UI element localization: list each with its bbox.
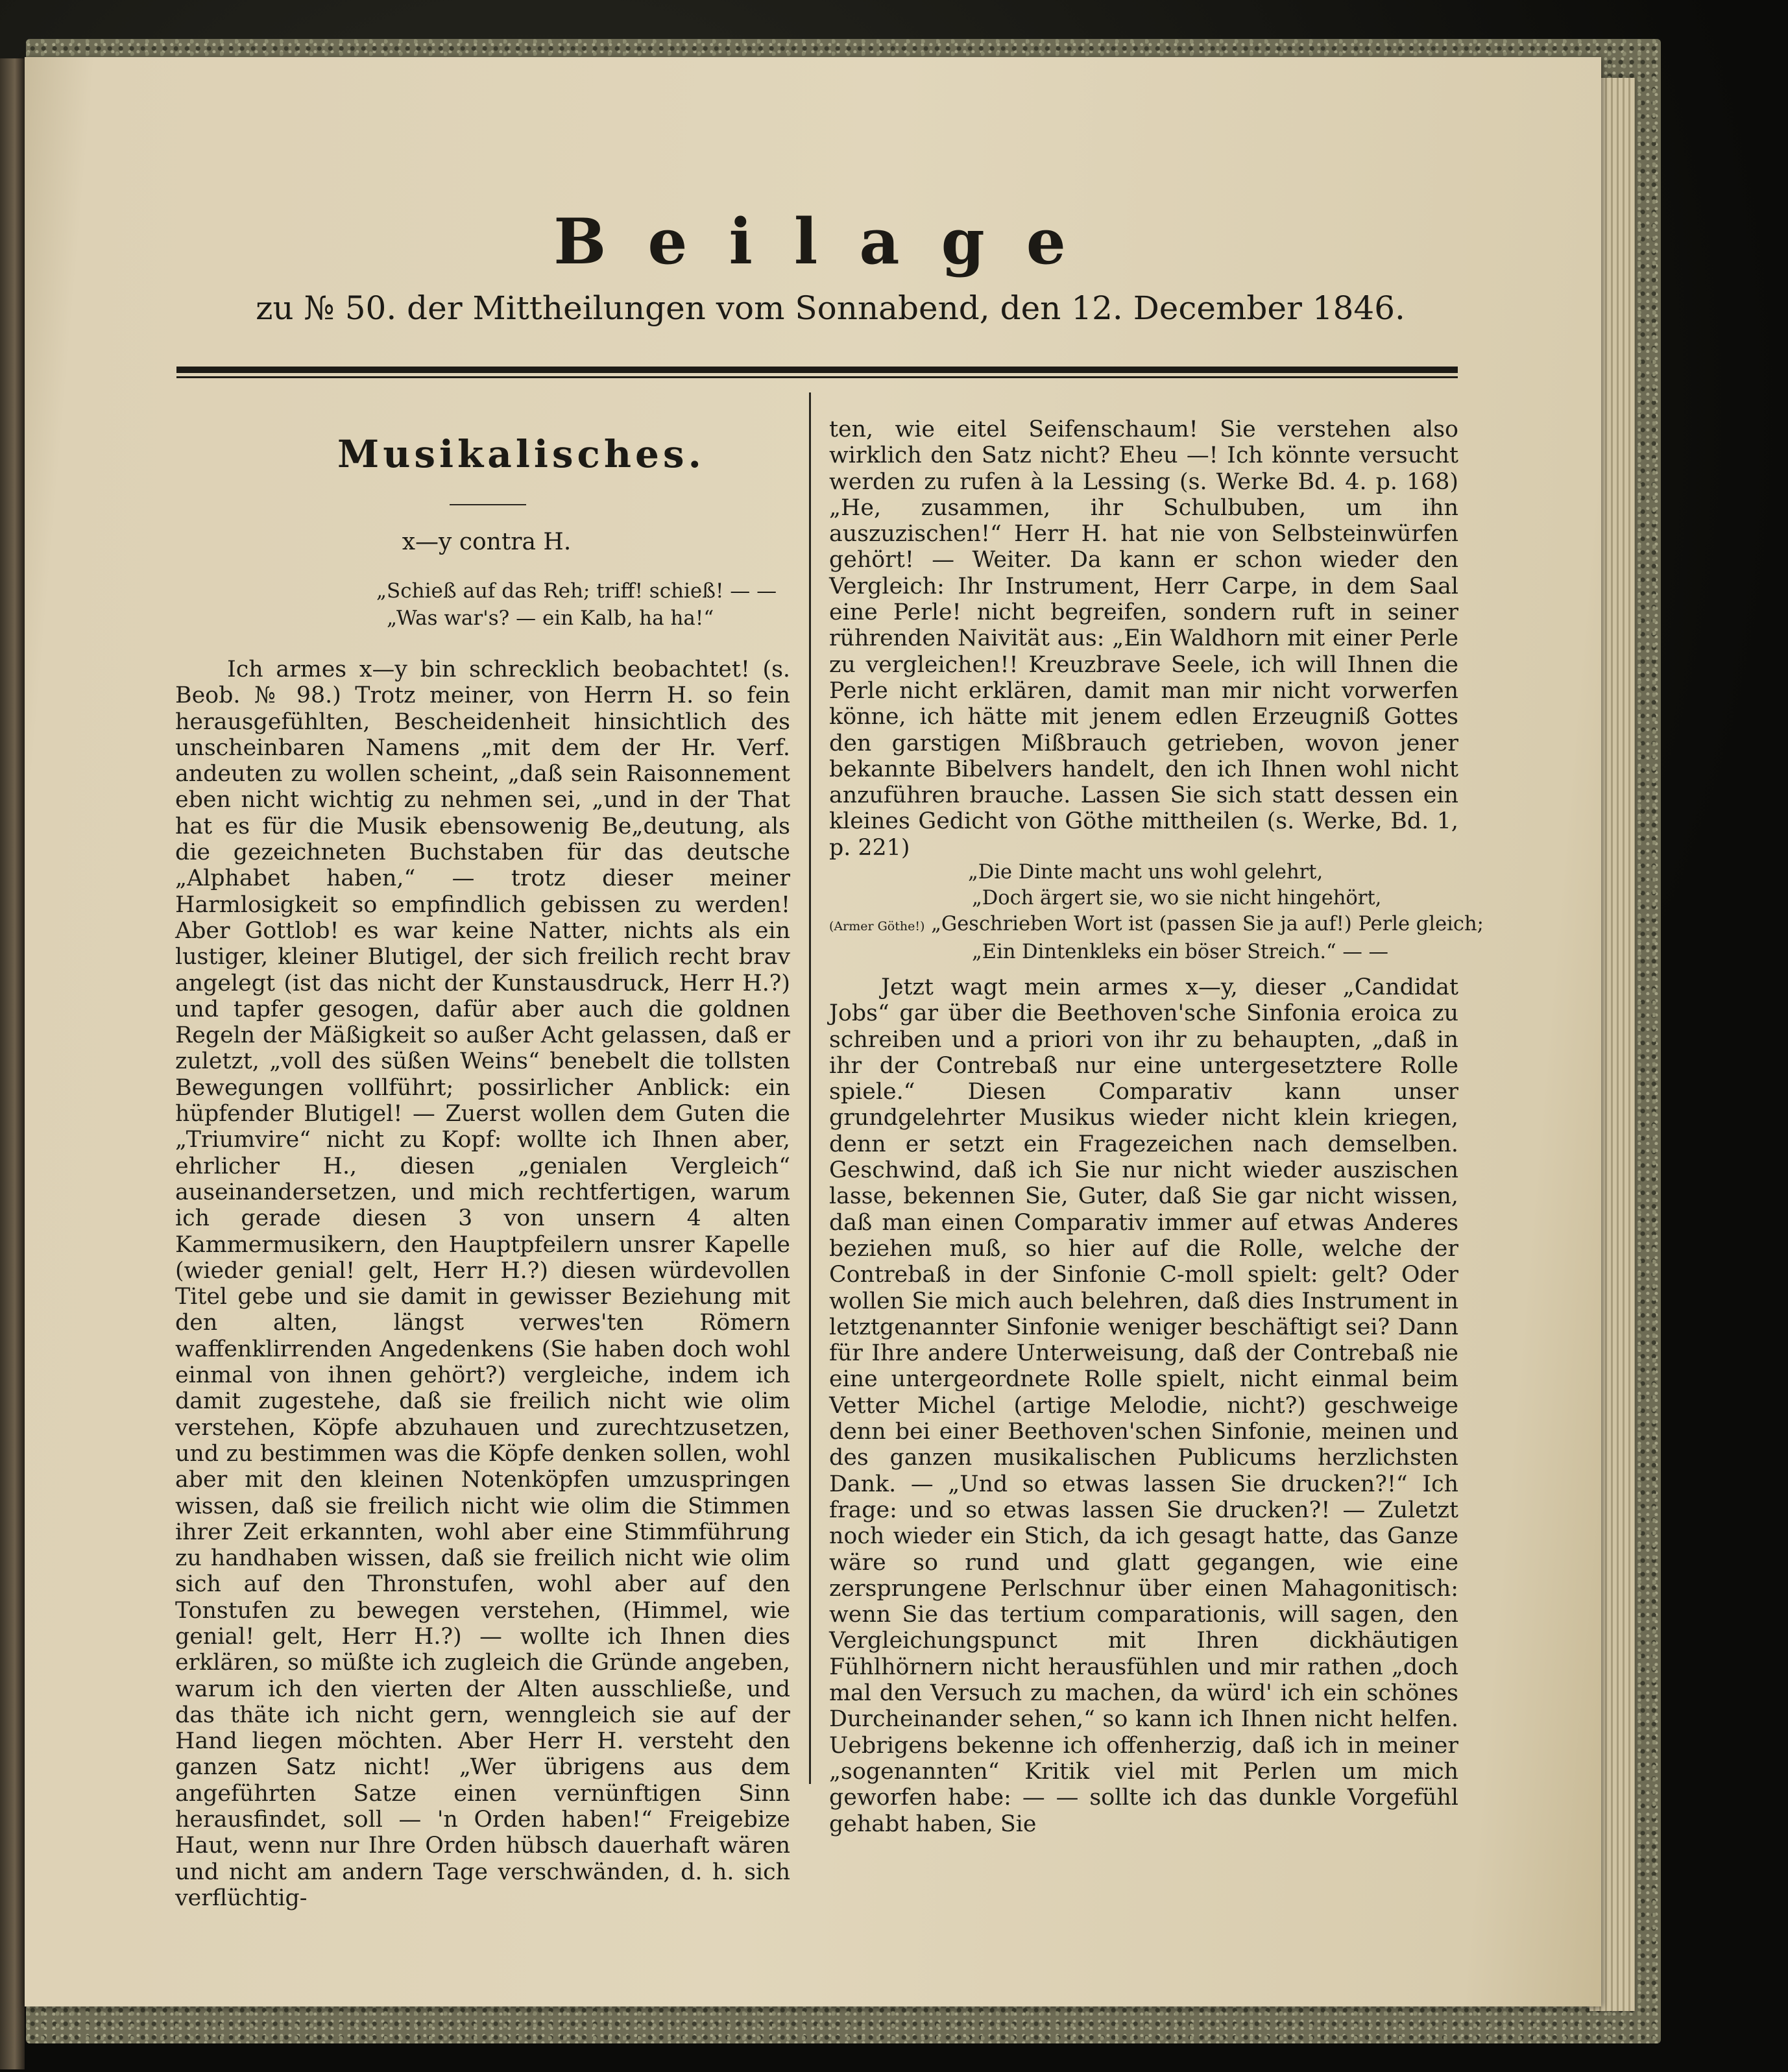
masthead-rule-thin	[176, 376, 1458, 378]
article-subhead: x—y contra H.	[402, 529, 572, 555]
poem-line-attributed	[829, 911, 1484, 939]
right-column-paragraph: ten, wie eitel Seifenschaum! Sie verstehen also wirklich den Satz nicht? Eheu —! Ich könnte versucht werden zu rufen à la Lessing (s. Werke Bd. 4. p. 168) „He, zusammen, ihr Schulbuben, um ihn auszuzischen!“ Herr H. hat nie von Selbsteinwürfen gehört! — Weiter. Da kann er schon wieder den Vergleich: Ihr Instrument, Herr Carpe, in dem Saal eine Perle! nicht begreifen, sondern ruft in seiner rührenden Naivität aus: „Ein Waldhorn mit einer Perle zu vergleichen!! Kreuzbrave Seele, ich will Ihnen die Perle nicht erklären, damit man mir nicht vorwerfen könne, ich hätte mit jenem edlen Erzeugniß Gottes den garstigen Mißbrauch getrieben, wovon jener bekannte Bibelvers handelt, den ich Ihnen wohl nicht anzuführen brauche. Lassen Sie sich statt dessen ein kleines Gedicht von Göthe mittheilen (s. Werke, Bd. 1, p. 221)	[829, 416, 1458, 861]
book-spine	[0, 58, 25, 2069]
left-column-paragraph: Ich armes x—y bin schrecklich beobachtet! (s. Beob. № 98.) Trotz meiner, von Herrn H. so fein herausgefühlten, Bescheidenheit hinsichtlich des unscheinbaren Namens „mit dem der Hr. Verf. andeuten zu wollen scheint, „daß sein Raisonnement eben nicht wichtig zu nehmen sei, „und in der That hat es für die Musik ebensowenig Be„deutung, als die gezeichneten Buchstaben für das deutsche „Alphabet haben,“ — trotz dieser meiner Harmlosigkeit so empfindlich gebissen zu werden! Aber Gottlob! es war keine Natter, nichts als ein lustiger, kleiner Blutigel, der sich freilich recht brav angelegt (ist das nicht der Kunstausdruck, Herr H.?) und tapfer gesogen, dafür aber auch die goldnen Regeln der Mäßigkeit so außer Acht gelassen, daß er zuletzt, „voll des süßen Weins“ benebelt die tollsten Bewegungen vollführt; possirlicher Anblick: ein hüpfender Blutigel! — Zuerst wollen dem Guten die „Triumvire“ nicht zu Kopf: wollte ich Ihnen aber, ehrlicher H., diesen „genialen Vergleich“ auseinandersetzen, und mich rechtfertigen, warum ich gerade diesen 3 von unsern 4 alten Kammermusikern, den Hauptpfeilern unsrer Kapelle (wieder genial! gelt, Herr H.?) diesen würdevollen Titel gebe und sie damit in gewisser Beziehung mit den alten, längst verwes'ten Römern waffenklirrenden Angedenkens (Sie haben doch wohl einmal von ihnen gehört?) vergleiche, indem ich damit zugestehe, daß sie freilich nicht wie olim verstehen, Köpfe abzuhauen und zurechtzusetzen, und zu bestimmen was die Köpfe denken sollen, wohl aber mit den kleinen Notenköpfen umzuspringen wissen, daß sie freilich nicht wie olim die Stimmen ihrer Zeit erkannten, wohl aber eine Stimmführung zu handhaben wissen, daß sie freilich nicht wie olim sich auf den Thronstufen, wohl aber auf den Tonstufen zu bewegen verstehen, (Himmel, wie genial! gelt, Herr H.?) — wollte ich Ihnen dies erklären, so müßte ich zugleich die Gründe angeben, warum ich den vierten der Alten ausschließe, und das thäte ich nicht gern, wenngleich sie auf der Hand liegen möchten. Aber Herr H. versteht den ganzen Satz nicht! „Wer übrigens aus dem angeführten Satze einen vernünftigen Sinn herausfindet, soll — 'n Orden haben!“ Freigebize Haut, wenn nur Ihre Orden hübsch dauerhaft wären und nicht am andern Tage verschwänden, d. h. sich verflüchtig-	[175, 657, 790, 1911]
epigraph-line: „Schieß auf das Reh; triff! schieß! — —	[376, 579, 777, 603]
poem-line: „Ein Dintenkleks ein böser Streich.“ — —	[972, 941, 1389, 963]
poem-line: „Doch ärgert sie, wo sie nicht hingehört,	[972, 887, 1382, 910]
masthead-subtitle: zu № 50. der Mittheilungen vom Sonnabend, den 12. December 1846.	[256, 289, 1405, 327]
epigraph	[376, 577, 791, 634]
article-heading: Musikalisches.	[337, 432, 705, 476]
heading-rule	[450, 504, 526, 505]
right-column-bottom	[829, 974, 1458, 1837]
poem-attribution: (Armer Göthe!)	[829, 919, 925, 934]
poem-line: „Geschrieben Wort ist (passen Sie ja auf!) Perle gleich;	[931, 913, 1484, 935]
epigraph-line: „Was war's? — ein Kalb, ha ha!“	[387, 607, 714, 630]
masthead-rule-thick	[176, 367, 1458, 373]
masthead-title: Beilage	[553, 205, 1107, 278]
right-column-top	[829, 416, 1458, 861]
poem-line: „Die Dinte macht uns wohl gelehrt,	[968, 861, 1323, 884]
poem-quote	[829, 860, 1484, 970]
column-divider	[809, 392, 811, 1784]
left-column	[175, 657, 790, 1911]
right-column-paragraph: Jetzt wagt mein armes x—y, dieser „Candidat Jobs“ gar über die Beethoven'sche Sinfonia eroica zu schreiben und a priori von ihr zu behaupten, „daß in ihr der Contrebaß nur eine untergesetztere Rolle spiele.“ Diesen Comparativ kann unser grundgelehrter Musikus wieder nicht klein kriegen, denn er setzt ein Fragezeichen nach demselben. Geschwind, daß ich Sie nur nicht wieder auszischen lasse, bekennen Sie, Guter, daß Sie gar nicht wissen, daß man einen Comparativ immer auf etwas Anderes beziehen muß, so hier auf die Rolle, welche der Contrebaß in der Sinfonie C-moll spielt: gelt? Oder wollen Sie mich auch belehren, daß dies Instrument in letztgenannter Sinfonie weniger beschäftigt sei? Dann für Ihre andere Unterweisung, daß der Contrebaß nie eine untergeordnete Rolle spielt, nicht einmal beim Vetter Michel (artige Melodie, nicht?) geschweige denn bei einer Beethoven'schen Sinfonie, meinen und des ganzen musikalischen Publicums herzlichsten Dank. — „Und so etwas lassen Sie drucken?!“ Ich frage: und so etwas lassen Sie drucken?! — Zuletzt noch wieder ein Stich, da ich gesagt hatte, das Ganze wäre so rund und glatt gegangen, wie eine zersprungene Perlschnur über einen Mahagonitisch: wenn Sie das tertium comparationis, will sagen, den Vergleichungspunct mit Ihren dickhäutigen Fühlhörnern nicht herausfühlen und mir rathen „doch mal den Versuch zu machen, da würd' ich ein schönes Durcheinander sehen,“ so kann ich Ihnen nicht helfen. Uebrigens bekenne ich offenherzig, daß ich in meiner „sogenannten“ Kritik viel mit Perlen um mich geworfen habe: — — sollte ich das dunkle Vorgefühl gehabt haben, Sie	[829, 974, 1458, 1837]
